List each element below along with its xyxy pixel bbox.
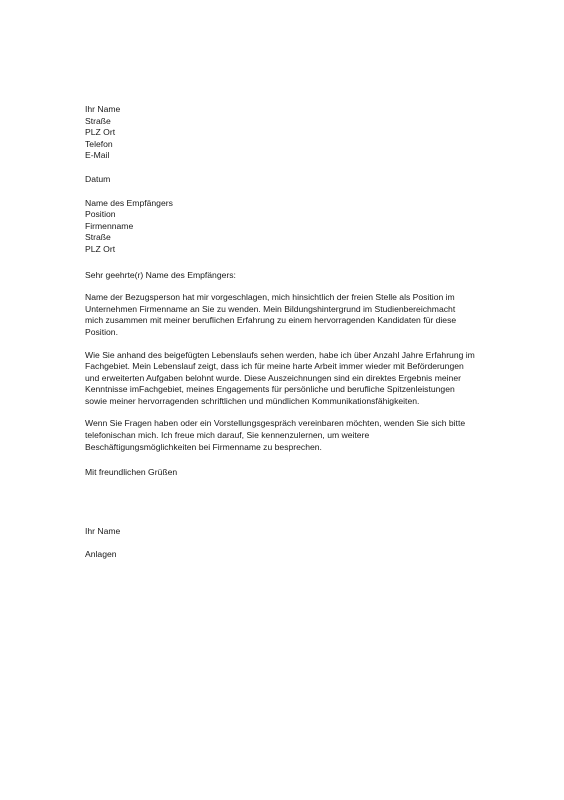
paragraph-line: sowie meiner hervorragenden schriftlichen und mündlichen Kommunikationsfähigkeiten. <box>85 395 420 406</box>
paragraph-line: Kenntnisse imFachgebiet, meines Engagements für persönliche und berufliche Spitzenleistungen <box>85 384 455 395</box>
paragraph-line: Unternehmen Firmenname an Sie zu wenden. Mein Bildungshintergrund im Studienbereichmacht <box>85 303 456 314</box>
sender-city: PLZ Ort <box>85 127 116 138</box>
paragraph-line: Name der Bezugsperson hat mir vorgeschlagen, mich hinsichtlich der freien Stelle als Position im <box>85 292 455 303</box>
sender-street: Straße <box>85 115 111 126</box>
sender-name: Ihr Name <box>85 104 121 114</box>
salutation-block <box>85 270 505 282</box>
closing-block <box>85 467 505 479</box>
paragraph-line: Beschäftigungsmöglichkeiten bei Firmenname zu besprechen. <box>85 441 322 452</box>
paragraph-line: Wenn Sie Fragen haben oder ein Vorstellungsgespräch vereinbaren möchten, wenden Sie sich bitte <box>85 418 466 429</box>
closing: Mit freundlichen Grüßen <box>85 467 178 478</box>
sender-address <box>85 104 505 162</box>
paragraph-line: telefonischan mich. Ich freue mich darauf, Sie kennenzulernen, um weitere <box>85 430 370 441</box>
sender-email: E-Mail <box>85 150 110 161</box>
enclosures: Anlagen <box>85 549 117 560</box>
body-paragraph-2 <box>85 350 505 408</box>
paragraph-line: Wie Sie anhand des beigefügten Lebenslaufs sehen werden, habe ich über Anzahl Jahre Erfahrung im <box>85 349 475 360</box>
paragraph-line: und erweiterten Aufgaben belohnt wurde. Diese Auszeichnungen sind ein direktes Ergebnis meiner <box>85 372 461 383</box>
recipient-street: Straße <box>85 232 111 243</box>
enclosures-block <box>85 549 505 561</box>
signature-block <box>85 526 505 538</box>
paragraph-line: Position. <box>85 326 118 337</box>
letter-date: Datum <box>85 173 111 184</box>
recipient-name: Name des Empfängers <box>85 197 173 208</box>
salutation: Sehr geehrte(r) Name des Empfängers: <box>85 269 236 280</box>
recipient-position: Position <box>85 209 116 220</box>
recipient-address <box>85 198 505 256</box>
cover-letter <box>85 104 505 561</box>
body-paragraph-3 <box>85 418 505 453</box>
paragraph-line: Fachgebiet. Mein Lebenslauf zeigt, dass ich für meine harte Arbeit immer wieder mit Beförderungen <box>85 361 464 372</box>
recipient-company: Firmenname <box>85 220 134 231</box>
sender-phone: Telefon <box>85 138 113 149</box>
date-block <box>85 174 505 186</box>
recipient-city: PLZ Ort <box>85 243 116 254</box>
paragraph-line: mich zusammen mit meiner beruflichen Erfahrung zu einem hervorragenden Kandidaten für diese <box>85 315 457 326</box>
signature-name: Ihr Name <box>85 525 121 536</box>
body-paragraph-1 <box>85 292 505 338</box>
